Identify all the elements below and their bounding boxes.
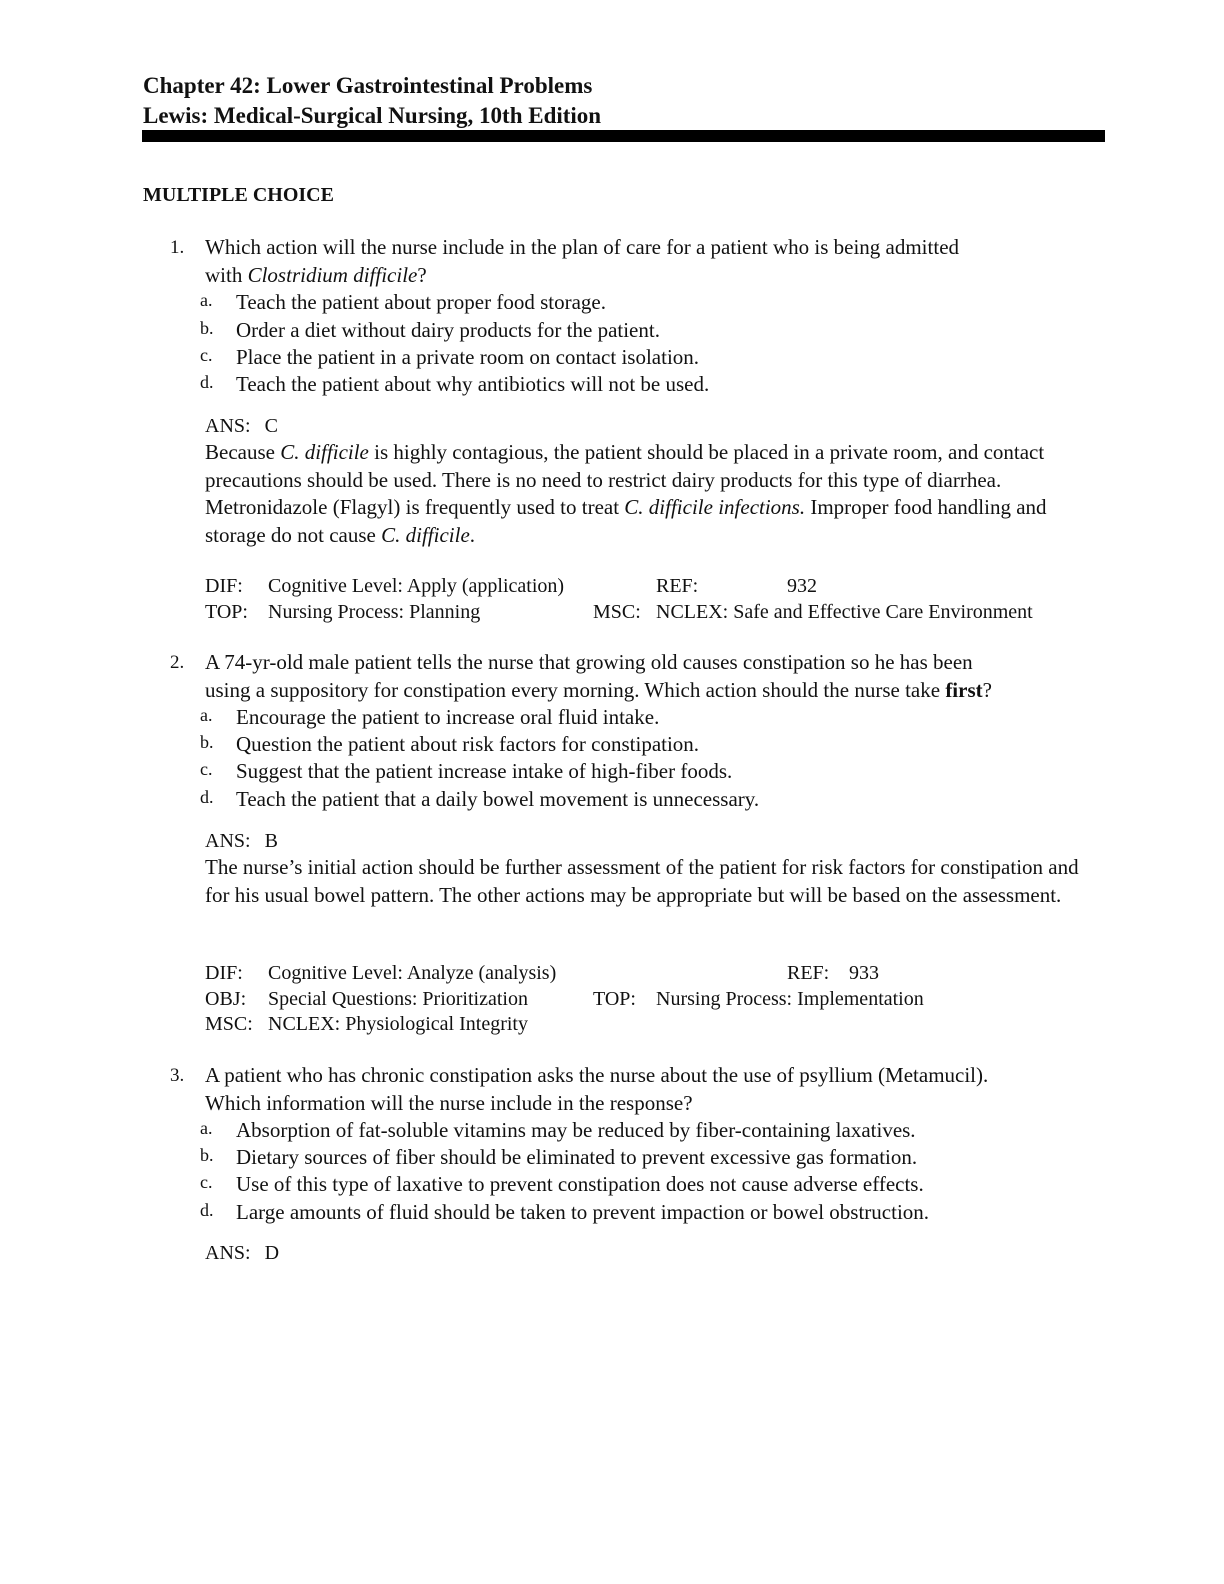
option-letter: a. — [200, 290, 213, 310]
question-number: 1. — [170, 237, 185, 258]
rationale-italic: C. difficile — [381, 522, 470, 547]
msc-label: MSC: — [205, 1013, 253, 1035]
answer-label: ANS: — [205, 415, 251, 437]
stem-line — [205, 262, 1105, 290]
option-letter: b. — [200, 732, 214, 752]
option-text: Absorption of fat-soluble vitamins may be reduced by fiber-containing laxatives. — [236, 1118, 916, 1142]
stem-text: ? — [982, 677, 992, 702]
top-value: Nursing Process: Implementation — [656, 988, 924, 1010]
stem-line: Which action will the nurse include in the plan of care for a patient who is being admitted — [205, 235, 960, 259]
option-letter: d. — [200, 787, 214, 807]
rationale — [205, 439, 1105, 549]
rationale: The nurse’s initial action should be further assessment of the patient for risk factors for constipation and for his usual bowel pattern. The other actions may be appropriate but will be based on the assessment. — [205, 855, 1079, 907]
ref-label: REF: — [787, 962, 830, 984]
option-letter: d. — [200, 372, 214, 392]
answer-line — [205, 415, 278, 438]
answer-value: B — [264, 830, 278, 852]
answer-line — [205, 830, 278, 853]
section-title: MULTIPLE CHOICE — [143, 184, 334, 206]
answer-label: ANS: — [205, 830, 251, 852]
rationale-text: is highly contagious, the patient should be placed in a private room, and contact precautions should be used. There is no need to restrict dairy products for this type of diarrhea. Metronidazole (Flagyl) is frequently used to treat — [205, 440, 1045, 519]
rationale-italic: C. difficile infections. — [624, 495, 806, 519]
answer-label: ANS: — [205, 1242, 251, 1264]
option-letter: c. — [200, 759, 213, 779]
option-letter: b. — [200, 1145, 214, 1165]
top-value: Nursing Process: Planning — [268, 601, 481, 623]
msc-label: MSC: — [593, 601, 641, 623]
stem-text: ? — [417, 262, 427, 287]
rationale-text: . — [469, 522, 476, 547]
chapter-title: Chapter 42: Lower Gastrointestinal Problems — [143, 73, 593, 98]
ref-value: 932 — [787, 575, 817, 597]
answer-value: D — [264, 1242, 280, 1264]
option-letter: b. — [200, 318, 214, 338]
stem-text: with — [205, 262, 248, 287]
option-text: Large amounts of fluid should be taken to prevent impaction or bowel obstruction. — [236, 1200, 930, 1224]
top-label: TOP: — [593, 988, 636, 1010]
question-stem — [205, 649, 1105, 704]
stem-bold: first — [945, 677, 983, 702]
question-stem — [205, 1062, 1105, 1117]
option-text: Use of this type of laxative to prevent constipation does not cause adverse effects. — [236, 1172, 924, 1196]
option-letter: c. — [200, 345, 213, 365]
header-rule — [142, 130, 1105, 142]
option-text: Suggest that the patient increase intake of high-fiber foods. — [236, 759, 733, 783]
rationale-text: Because — [205, 440, 281, 464]
option-text: Teach the patient that a daily bowel movement is unnecessary. — [236, 787, 760, 811]
stem-line: A patient who has chronic constipation asks the nurse about the use of psyllium (Metamucil). — [205, 1063, 989, 1087]
msc-value: NCLEX: Physiological Integrity — [268, 1013, 528, 1035]
option-letter: d. — [200, 1200, 214, 1220]
rationale-text: Improper food handling and storage do not cause — [205, 495, 1047, 547]
top-label: TOP: — [205, 601, 248, 623]
book-title: Lewis: Medical-Surgical Nursing, 10th Edition — [143, 103, 602, 128]
stem-line — [205, 677, 1105, 705]
question-number: 2. — [170, 652, 185, 673]
obj-value: Special Questions: Prioritization — [268, 988, 528, 1010]
option-text: Place the patient in a private room on contact isolation. — [236, 345, 700, 369]
option-letter: a. — [200, 1118, 213, 1138]
stem-text: using a suppository for constipation every morning. Which action should the nurse take — [205, 677, 946, 702]
rationale-italic: C. difficile — [280, 440, 369, 464]
option-letter: c. — [200, 1172, 213, 1192]
question-number: 3. — [170, 1065, 185, 1086]
obj-label: OBJ: — [205, 988, 247, 1010]
dif-label: DIF: — [205, 575, 243, 597]
option-text: Dietary sources of fiber should be eliminated to prevent excessive gas formation. — [236, 1145, 918, 1169]
answer-value: C — [264, 415, 278, 437]
option-letter: a. — [200, 705, 213, 725]
ref-label: REF: — [656, 575, 699, 597]
option-text: Teach the patient about proper food storage. — [236, 290, 606, 314]
option-text: Encourage the patient to increase oral fluid intake. — [236, 705, 660, 729]
option-text: Question the patient about risk factors for constipation. — [236, 732, 700, 756]
stem-line: Which information will the nurse include in the response? — [205, 1090, 693, 1115]
option-text: Teach the patient about why antibiotics will not be used. — [236, 372, 710, 396]
ref-value: 933 — [849, 962, 879, 984]
answer-line — [205, 1242, 279, 1265]
stem-line: A 74-yr-old male patient tells the nurse that growing old causes constipation so he has been — [205, 650, 973, 674]
option-text: Order a diet without dairy products for the patient. — [236, 318, 660, 342]
msc-value: NCLEX: Safe and Effective Care Environment — [656, 601, 1033, 623]
dif-value: Cognitive Level: Apply (application) — [268, 575, 565, 597]
dif-value: Cognitive Level: Analyze (analysis) — [268, 962, 557, 984]
dif-label: DIF: — [205, 962, 243, 984]
stem-italic: Clostridium difficile — [247, 262, 418, 287]
question-stem — [205, 234, 1105, 289]
